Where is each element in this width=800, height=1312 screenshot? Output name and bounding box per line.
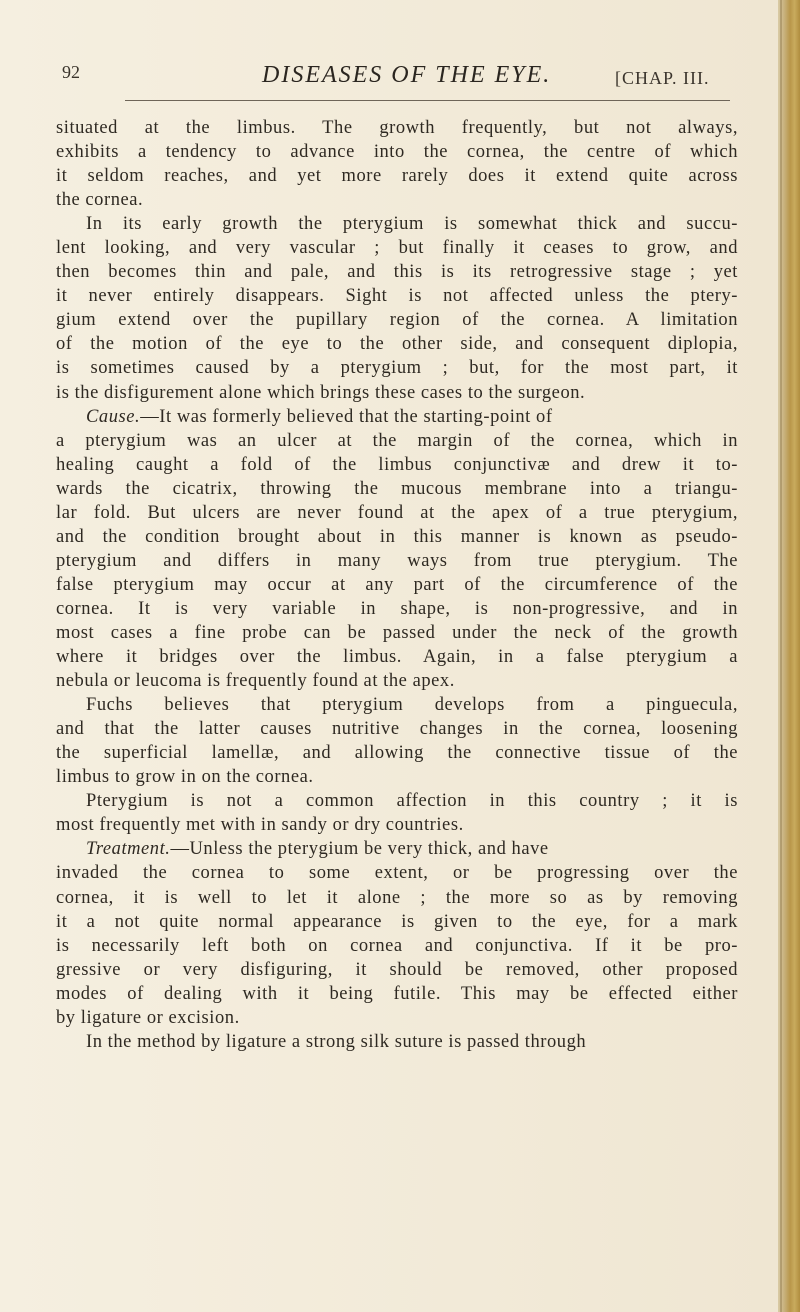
text-line: nebula or leucoma is frequently found at the apex. <box>56 671 455 692</box>
chapter-reference: [CHAP. III. <box>615 68 710 88</box>
text-line: most cases a fine probe can be passed under the neck of the growth <box>56 622 738 643</box>
text-line: Pterygium is not a common affection in this country ; it is <box>86 791 738 812</box>
text-line: then becomes thin and pale, and this is its retrogressive stage ; yet <box>56 262 738 283</box>
text-line: a pterygium was an ulcer at the margin of the cornea, which in <box>56 430 738 451</box>
text-line: lent looking, and very vascular ; but finally it ceases to grow, and <box>56 238 738 259</box>
text-line: cornea. It is very variable in shape, is non-progressive, and in <box>56 598 738 619</box>
text-line: and that the latter causes nutritive changes in the cornea, loosening <box>56 719 738 740</box>
running-header <box>62 62 752 92</box>
text-line: lar fold. But ulcers are never found at the apex of a true pterygium, <box>56 502 738 523</box>
text-line: and the condition brought about in this manner is known as pseudo- <box>56 526 738 547</box>
page-number: 92 <box>62 62 80 82</box>
text-line <box>56 837 738 861</box>
text-line-rest: —It was formerly believed that the starting-point of <box>140 406 553 427</box>
text-line: Fuchs believes that pterygium develops from a pinguecula, <box>86 695 738 716</box>
text-line: invaded the cornea to some extent, or be progressing over the <box>56 863 738 884</box>
text-line: where it bridges over the limbus. Again, in a false pterygium a <box>56 647 738 668</box>
text-line: most frequently met with in sandy or dry countries. <box>56 815 464 836</box>
text-line: healing caught a fold of the limbus conjunctivæ and drew it to- <box>56 454 738 475</box>
text-line: modes of dealing with it being futile. This may be effected either <box>56 983 738 1004</box>
text-line: limbus to grow in on the cornea. <box>56 767 314 788</box>
text-line: is necessarily left both on cornea and conjunctiva. If it be pro- <box>56 935 738 956</box>
treatment-heading: Treatment. <box>86 839 171 860</box>
text-line: by ligature or excision. <box>56 1007 240 1028</box>
text-line: gressive or very disfiguring, it should be removed, other proposed <box>56 959 738 980</box>
text-line: it never entirely disappears. Sight is not affected unless the ptery- <box>56 286 738 307</box>
running-title: DISEASES OF THE EYE. <box>262 62 552 88</box>
body-text <box>56 116 738 1054</box>
text-line: wards the cicatrix, throwing the mucous membrane into a triangu- <box>56 478 738 499</box>
text-line <box>56 405 738 429</box>
gutter-shadow <box>780 0 782 1312</box>
text-line-rest: —Unless the pterygium be very thick, and have <box>170 839 549 860</box>
text-line: In the method by ligature a strong silk suture is passed through <box>86 1031 587 1052</box>
text-line: of the motion of the eye to the other side, and consequent diplopia, <box>56 334 738 355</box>
text-line: situated at the limbus. The growth frequently, but not always, <box>56 118 738 138</box>
text-line: exhibits a tendency to advance into the cornea, the centre of which <box>56 142 738 163</box>
text-line: pterygium and differs in many ways from true pterygium. The <box>56 550 738 571</box>
text-line: is the disfigurement alone which brings these cases to the surgeon. <box>56 382 586 403</box>
cause-heading: Cause. <box>86 406 141 427</box>
header-rule <box>125 100 730 101</box>
text-line: is sometimes caused by a pterygium ; but, for the most part, it <box>56 358 738 379</box>
text-line: false pterygium may occur at any part of the circumference of the <box>56 574 738 595</box>
text-line: cornea, it is well to let it alone ; the more so as by removing <box>56 887 738 908</box>
text-line: it a not quite normal appearance is given to the eye, for a mark <box>56 911 738 932</box>
text-line: it seldom reaches, and yet more rarely does it extend quite across <box>56 166 738 187</box>
text-line: In its early growth the pterygium is somewhat thick and succu- <box>86 214 738 235</box>
text-line: the cornea. <box>56 190 144 211</box>
text-line: the superficial lamellæ, and allowing the connective tissue of the <box>56 743 738 764</box>
text-line: gium extend over the pupillary region of the cornea. A limitation <box>56 310 738 331</box>
